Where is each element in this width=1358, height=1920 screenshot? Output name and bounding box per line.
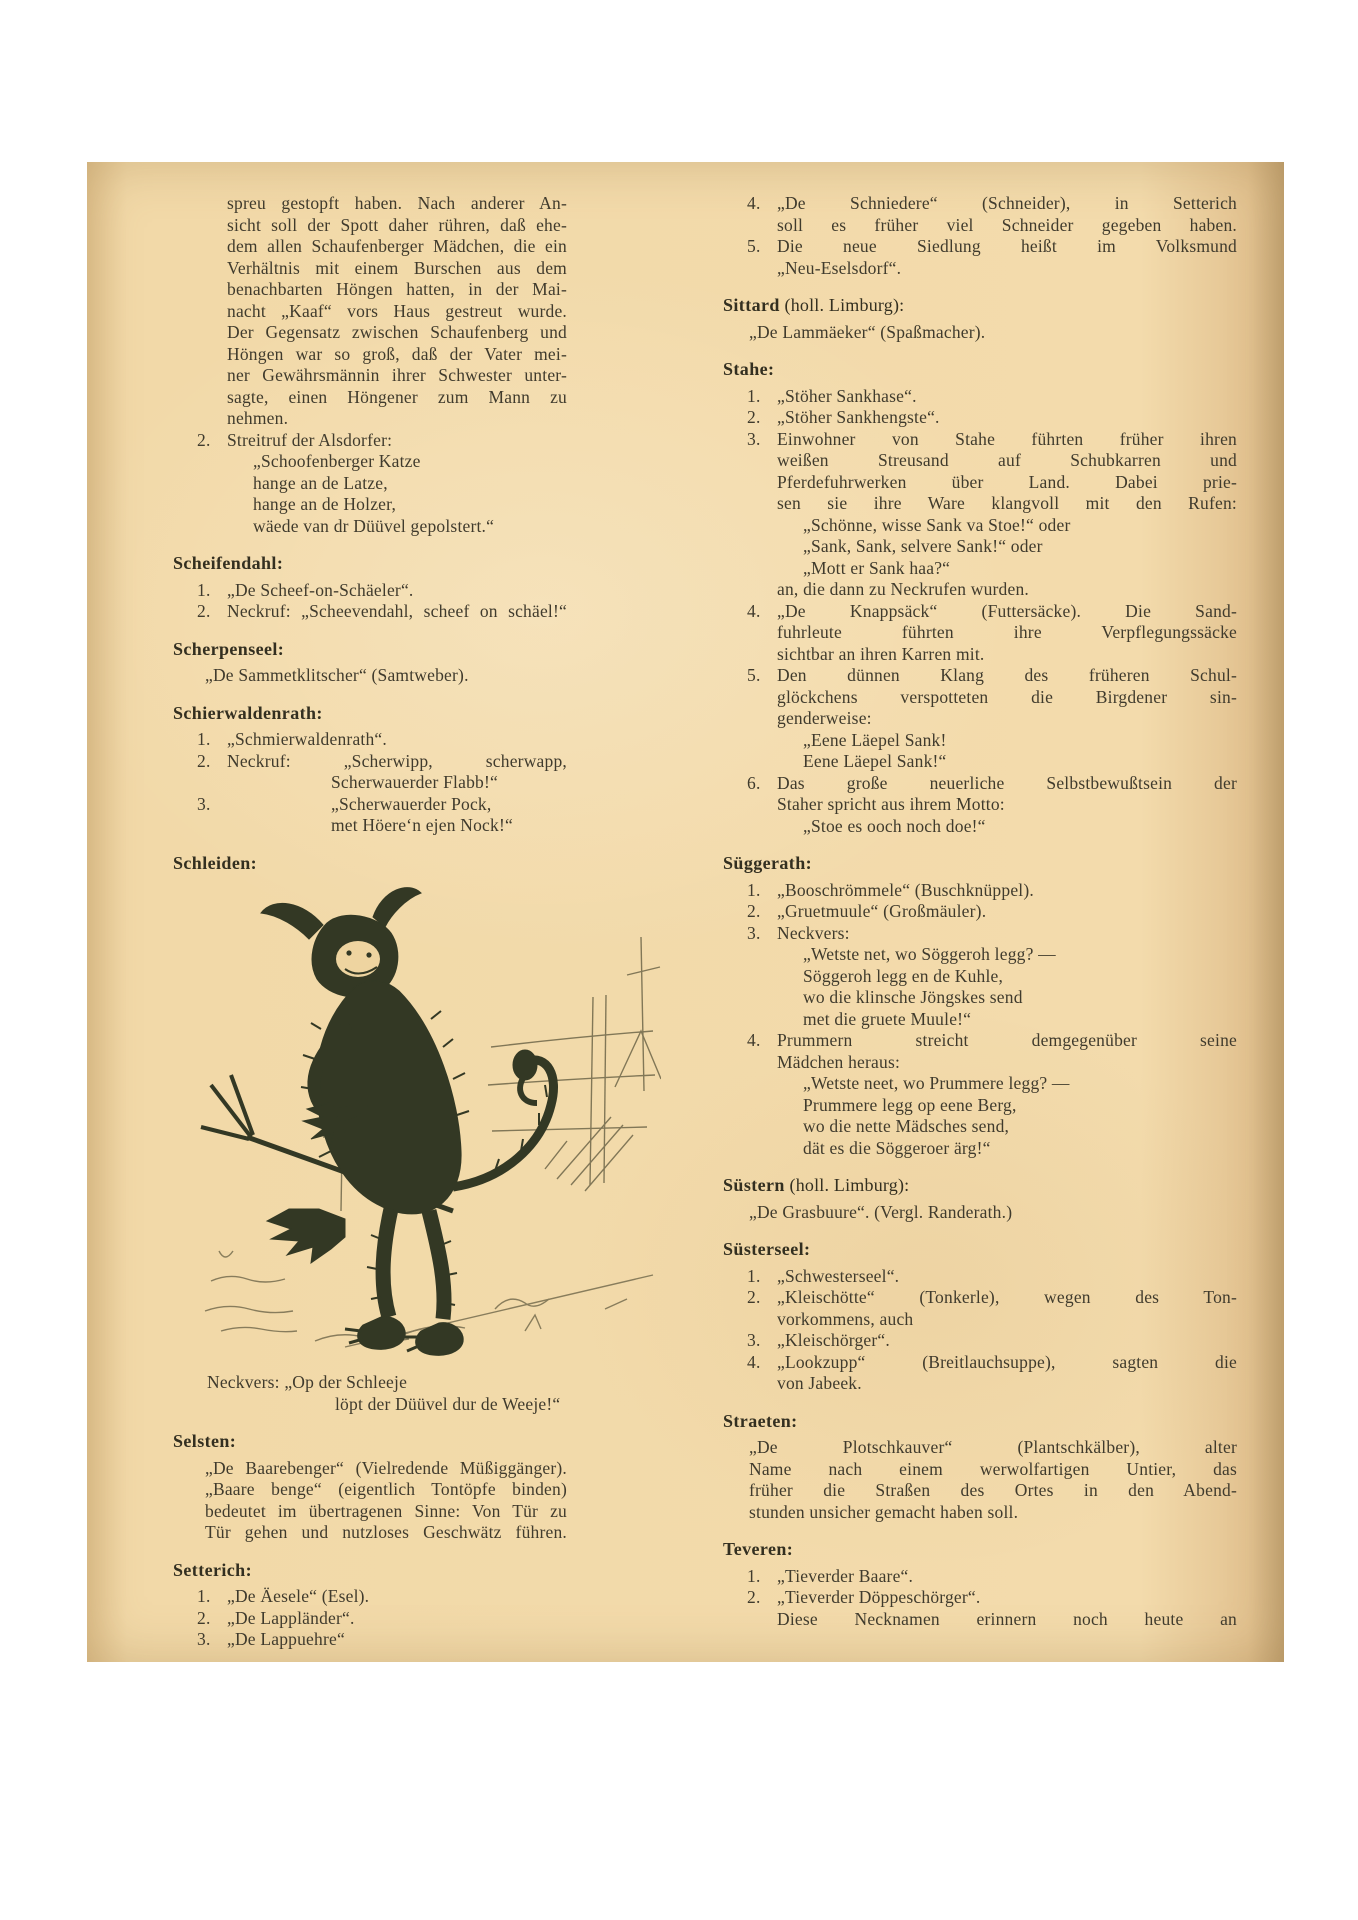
- list-item-number: 4.: [747, 1351, 761, 1372]
- list-item-number: 2.: [747, 407, 761, 427]
- text-line: Staher spricht aus ihrem Motto:: [777, 794, 1005, 814]
- text-line: „Mott er Sank haa?“: [803, 557, 951, 578]
- text-line: „Wetste neet, wo Prummere legg? —: [803, 1073, 1070, 1093]
- text-line: „Tieverder Baare“.: [777, 1565, 914, 1586]
- text-line: wo die nette Mädsches send,: [803, 1116, 1010, 1136]
- text-line: Neckruf: „Scheevendahl, scheef on schäel!“: [227, 601, 567, 621]
- text-line: glöckchens verspotteten die Birgdener sin-: [777, 686, 1237, 707]
- section-heading-name: Schleiden:: [173, 852, 258, 873]
- text-line: „Schmierwaldenrath“.: [227, 729, 387, 749]
- text-line: an, die dann zu Neckrufen wurden.: [777, 579, 1029, 599]
- text-line: dät es die Söggeroer ärg!“: [803, 1137, 991, 1158]
- section-heading-name: Stahe:: [723, 359, 775, 379]
- text-line: „De Scheef-on-Schäeler“.: [227, 579, 414, 600]
- text-line: Prummern streicht demgegenüber seine: [777, 1030, 1237, 1050]
- text-line: fuhrleute führten ihre Verpflegungssäcke: [777, 622, 1237, 642]
- text-line: „Schwesterseel“.: [777, 1265, 900, 1286]
- text-line: „Stöher Sankhase“.: [777, 385, 917, 406]
- right-column: [723, 193, 1237, 1630]
- list-item: [173, 580, 567, 602]
- list-item-number: 2.: [747, 901, 761, 921]
- devil-claw: [267, 1209, 345, 1263]
- text-line: Streitruf der Alsdorfer:: [227, 429, 393, 450]
- text-line: Neckvers:: [777, 922, 850, 943]
- section-heading: [173, 1560, 567, 1582]
- text-line: sagte, einen Höngener zum Mann zu: [227, 386, 567, 407]
- list-item-number: 4.: [747, 1030, 761, 1050]
- paragraph: [749, 1437, 1237, 1523]
- text-line: sen sie ihre Ware klangvoll mit den Rufen:: [777, 493, 1237, 513]
- text-line: stunden unsicher gemacht haben soll.: [749, 1501, 1019, 1522]
- text-line: Verhältnis mit einem Burschen aus dem: [227, 257, 567, 278]
- list-item-number: 4.: [747, 600, 761, 621]
- text-line: „De Grasbuure“. (Vergl. Randerath.): [749, 1201, 1013, 1222]
- text-line: wo die klinsche Jöngskes send: [803, 987, 1023, 1007]
- text-line: „Sank, Sank, selvere Sank!“ oder: [803, 536, 1043, 556]
- text-line: „Tieverder Döppeschörger“.: [777, 1587, 981, 1607]
- list-item-number: 3.: [197, 793, 211, 814]
- list-item: [723, 1287, 1237, 1330]
- list-item-number: 4.: [747, 193, 761, 213]
- section-heading-name: Schierwaldenrath:: [173, 702, 323, 723]
- text-line: „Eene Läepel Sank!: [803, 729, 947, 750]
- list-item: [723, 193, 1237, 236]
- text-line: „Gruetmuule“ (Großmäuler).: [777, 901, 987, 921]
- text-line: Das große neuerliche Selbstbewußtsein der: [777, 772, 1237, 793]
- text-line: Der Gegensatz zwischen Schaufenberg und: [227, 322, 567, 342]
- text-line: vorkommens, auch: [777, 1308, 914, 1329]
- section-heading-name: Süggerath:: [723, 853, 812, 873]
- text-line: von Jabeek.: [777, 1373, 862, 1393]
- list-item: [723, 1266, 1237, 1288]
- text-line: „De Schniedere“ (Schneider), in Setterich: [777, 193, 1237, 213]
- text-line: Pferdefuhrwerken über Land. Dabei prie-: [777, 471, 1237, 492]
- list-item: [173, 601, 567, 623]
- list-item-number: 5.: [747, 665, 761, 685]
- text-line: „Stöher Sankhengste“.: [777, 407, 940, 427]
- list-item: [723, 665, 1237, 773]
- paragraph: [205, 665, 567, 687]
- section-heading: [723, 853, 1237, 875]
- text-line: „De Plotschkauver“ (Plantschkälber), alter: [749, 1437, 1237, 1457]
- section-heading: [173, 639, 567, 661]
- list-item-number: 1.: [747, 879, 761, 900]
- section-heading-name: Selsten:: [173, 1431, 237, 1451]
- list-item-number: 2.: [747, 1587, 761, 1607]
- list-item-number: 1.: [747, 385, 761, 406]
- text-line: löpt der Düüvel dur de Weeje!“: [335, 1393, 561, 1414]
- text-line: spreu gestopft haben. Nach anderer An-: [227, 193, 567, 213]
- list-item: [723, 236, 1237, 279]
- section-heading-name: Scherpenseel:: [173, 638, 285, 659]
- list-item-number: 3.: [197, 1629, 211, 1649]
- list-item: [173, 1586, 567, 1608]
- section-heading: [723, 1239, 1237, 1261]
- list-item: [723, 407, 1237, 429]
- section-heading-name: Süstern: [723, 1175, 785, 1195]
- list-item: [723, 1587, 1237, 1630]
- list-item: [723, 386, 1237, 408]
- list-item: [173, 729, 567, 751]
- section-heading: [723, 1539, 1237, 1561]
- section-heading: [723, 359, 1237, 381]
- list-item-number: 6.: [747, 772, 761, 793]
- left-column: [173, 193, 567, 1651]
- text-line: Tür gehen und nutzloses Geschwätz führen.: [205, 1522, 567, 1542]
- text-line: Einwohner von Stahe führten früher ihren: [777, 428, 1237, 449]
- text-line: „Neu-Eselsdorf“.: [777, 257, 902, 278]
- section-heading-name: Scheifendahl:: [173, 553, 284, 573]
- text-line: „Kleischötte“ (Tonkerle), wegen des Ton-: [777, 1287, 1237, 1307]
- devil-horn-left: [261, 903, 323, 939]
- text-line: sichtbar an ihren Karren mit.: [777, 643, 985, 664]
- section-heading: [173, 703, 567, 725]
- section-heading-name: Süsterseel:: [723, 1239, 811, 1259]
- text-line: Diese Necknamen erinnern noch heute an: [777, 1608, 1237, 1629]
- list-item-number: 2.: [747, 1287, 761, 1307]
- section-heading: [723, 295, 1237, 317]
- list-item: [173, 430, 567, 538]
- list-item-number: 1.: [197, 579, 211, 600]
- text-line: „Schönne, wisse Sank va Stoe!“ oder: [803, 514, 1071, 535]
- text-line: bedeutet im übertragenen Sinne: Von Tür zu: [205, 1500, 567, 1521]
- text-line: „Scherwauerder Pock,: [331, 793, 492, 814]
- text-line: „Booschrömmele“ (Buschknüppel).: [777, 879, 1034, 900]
- text-line: „Baare benge“ (eigentlich Tontöpfe binden): [205, 1479, 567, 1499]
- text-line: „De Sammetklitscher“ (Samtweber).: [205, 665, 469, 685]
- devil-figure: [261, 888, 554, 1356]
- list-item: [723, 880, 1237, 902]
- list-item: [723, 923, 1237, 1031]
- section-heading: [173, 1431, 567, 1453]
- devil-with-pitchfork-drawing: [195, 879, 661, 1359]
- section-heading-qualifier: (holl. Limburg):: [784, 1175, 910, 1195]
- figure-schleiden-illustration: [195, 879, 661, 1359]
- text-line: met die gruete Muule!“: [803, 1008, 972, 1029]
- list-item: [173, 1629, 567, 1651]
- devil-face: [336, 941, 380, 977]
- text-line: hange an de Latze,: [253, 472, 388, 493]
- paragraph: [205, 1458, 567, 1544]
- text-line: hange an de Holzer,: [253, 494, 397, 514]
- text-line: „De Knappsäck“ (Futtersäcke). Die Sand-: [777, 600, 1237, 621]
- text-line: benachbarten Höngen hatten, in der Mai-: [227, 279, 567, 299]
- list-item: [173, 794, 567, 837]
- list-item-number: 3.: [747, 1330, 761, 1350]
- text-line: Eene Läepel Sank!“: [803, 751, 947, 771]
- text-line: „De Lappländer“.: [227, 1607, 355, 1628]
- list-item: [723, 773, 1237, 838]
- list-item: [723, 429, 1237, 601]
- paragraph: [749, 322, 1237, 344]
- text-line: Die neue Siedlung heißt im Volksmund: [777, 236, 1237, 256]
- section-heading: [723, 1175, 1237, 1197]
- text-line: nacht „Kaaf“ vors Haus gestreut wurde.: [227, 300, 567, 321]
- section-heading-name: Setterich:: [173, 1559, 252, 1580]
- text-line: met Höere‘n ejen Nock!“: [331, 815, 513, 835]
- text-line: „Kleischörger“.: [777, 1330, 890, 1350]
- text-line: Name nach einem werwolfartigen Untier, das: [749, 1458, 1237, 1479]
- text-line: Neckvers: „Op der Schleeje: [207, 1372, 408, 1392]
- list-item-number: 1.: [197, 1586, 211, 1606]
- list-item: [723, 1330, 1237, 1352]
- text-line: ner Gewährsmännin ihrer Schwester unter-: [227, 365, 567, 385]
- devil-body: [316, 981, 461, 1214]
- paragraph: [227, 193, 567, 430]
- section-heading: [723, 1411, 1237, 1433]
- devil-foot-right: [416, 1323, 464, 1356]
- text-line: genderweise:: [777, 708, 872, 728]
- section-heading: [173, 853, 567, 875]
- text-line: Prummere legg op eene Berg,: [803, 1094, 1017, 1115]
- section-heading-name: Teveren:: [723, 1539, 794, 1559]
- text-line: weißen Streusand auf Schubkarren und: [777, 450, 1237, 470]
- text-line: Mädchen heraus:: [777, 1051, 901, 1072]
- list-item: [173, 751, 567, 794]
- text-line: Höngen war so groß, daß der Vater mei-: [227, 343, 567, 364]
- list-item: [723, 1352, 1237, 1395]
- text-line: Scherwauerder Flabb!“: [331, 772, 498, 792]
- list-item-number: 2.: [197, 1607, 211, 1628]
- list-item: [723, 901, 1237, 923]
- list-item: [723, 601, 1237, 666]
- book-page: [87, 162, 1284, 1662]
- text-line: nehmen.: [227, 408, 289, 428]
- section-heading-name: Sittard: [723, 295, 780, 315]
- section-heading: [173, 553, 567, 575]
- devil-leg-left: [383, 1209, 391, 1317]
- paragraph: [749, 1202, 1237, 1224]
- list-item-number: 3.: [747, 428, 761, 449]
- text-line: Den dünnen Klang des früheren Schul-: [777, 665, 1237, 685]
- text-line: wäede van dr Düüvel gepolstert.“: [253, 515, 495, 536]
- text-line: soll es früher viel Schneider gegeben haben.: [777, 214, 1237, 235]
- devil-horn-right: [373, 888, 421, 927]
- list-item-number: 2.: [197, 601, 211, 621]
- text-line: früher die Straßen des Ortes in den Abend-: [749, 1480, 1237, 1500]
- section-heading-qualifier: (holl. Limburg):: [779, 295, 905, 315]
- text-line: „Wetste net, wo Söggeroh legg? —: [803, 944, 1056, 964]
- text-line: „Stoe es ooch noch doe!“: [803, 815, 986, 836]
- text-line: „De Äesele“ (Esel).: [227, 1586, 370, 1606]
- list-item: [723, 1566, 1237, 1588]
- text-line: dem allen Schaufenberger Mädchen, die ein: [227, 236, 567, 256]
- list-item-number: 3.: [747, 922, 761, 943]
- text-line: „De Baarebenger“ (Vielredende Müßiggänger).: [205, 1457, 567, 1478]
- list-item-number: 5.: [747, 236, 761, 256]
- text-line: „De Lammäeker“ (Spaßmacher).: [749, 321, 986, 342]
- devil-foot-left: [358, 1317, 406, 1350]
- devil-leg-right: [429, 1211, 444, 1319]
- text-line: „Schoofenberger Katze: [253, 451, 421, 471]
- section-heading-name: Straeten:: [723, 1410, 798, 1431]
- text-line: „De Lappuehre“: [227, 1629, 345, 1649]
- text-line: „Lookzupp“ (Breitlauchsuppe), sagten die: [777, 1351, 1237, 1372]
- list-item-number: 1.: [747, 1265, 761, 1286]
- figure-caption: [207, 1372, 567, 1415]
- text-line: sicht soll der Spott daher rühren, daß ehe-: [227, 214, 567, 235]
- text-line: Söggeroh legg en de Kuhle,: [803, 965, 1004, 986]
- list-item: [723, 1030, 1237, 1159]
- list-item: [173, 1608, 567, 1630]
- list-item-number: 2.: [197, 429, 211, 450]
- list-item-number: 1.: [747, 1565, 761, 1586]
- list-item-number: 2.: [197, 750, 211, 771]
- list-item-number: 1.: [197, 729, 211, 749]
- text-line: Neckruf: „Scherwipp, scherwapp,: [227, 750, 567, 771]
